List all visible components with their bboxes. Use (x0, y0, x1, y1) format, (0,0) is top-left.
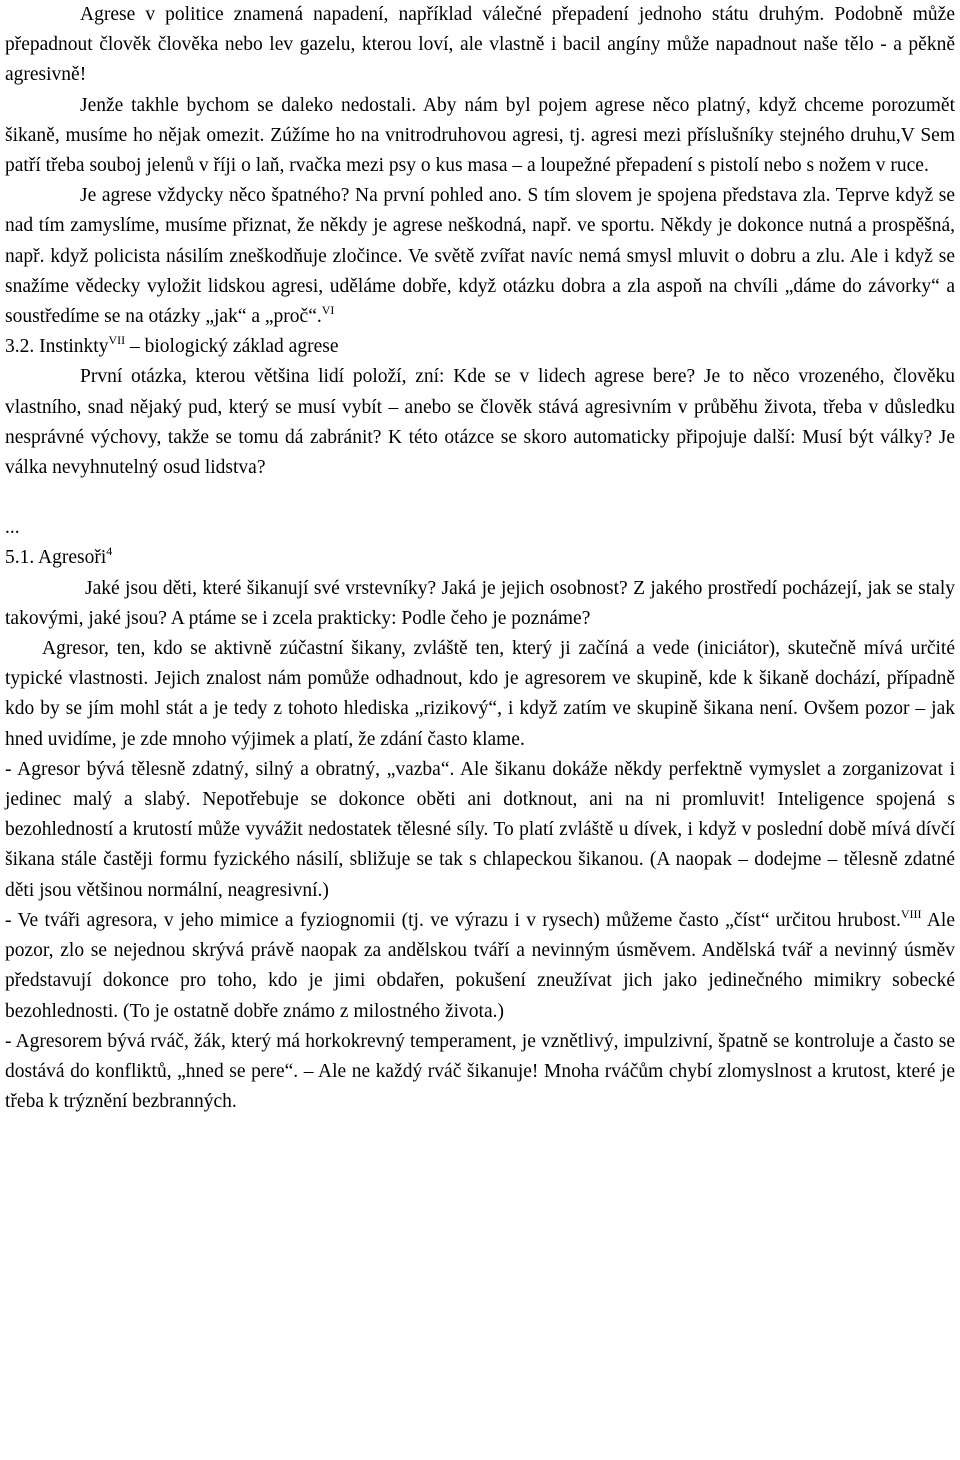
section-heading-5-1 (5, 543, 955, 573)
paragraph-text: - Agresor bývá tělesně zdatný, silný a obratný, „vazba“. Ale šikanu dokáže někdy perfektně vymyslet a zorganizovat i jedinec malý a slabý. Nepotřebuje se dokonce oběti ani dotknout, ani na ni promluvit! Inteligence spojená s bezohledností a krutostí může vyvážit nedostatek tělesné síly. To platí zvláště u dívek, i když v poslední době mívá dívčí šikana stále častěji formu fyzického násilí, sbližuje se tak s chlapeckou šikanou. (A naopak – dodejme – tělesně zdatné děti jsou většinou normální, neagresivní.) (5, 758, 955, 901)
paragraph-text: - Agresorem bývá rváč, žák, který má horkokrevný temperament, je vznětlivý, impulzivní, špatně se kontroluje a často se dostává do konfliktů, „hned se pere“. – Ale ne každý rváč šikanuje! Mnoha rváčům chybí zlomyslnost a krutost, které je třeba k trýznění bezbranných. (5, 1030, 955, 1113)
paragraph-agresor (5, 634, 955, 755)
heading-text: 3.2. Instinkty (5, 336, 109, 358)
paragraph-text: Jenže takhle bychom se daleko nedostali. Aby nám byl pojem agrese něco platný, když chceme porozumět šikaně, musíme ho nějak omezit. Zúžíme ho na vnitrodruhovou agresi, tj. agresi mezi příslušníky stejného druhu,V Sem patří třeba souboj jelenů v říji o laň, rvačka mezi psy o kus masa – a loupežné přepadení s pistolí nebo s nožem v ruce. (5, 94, 955, 177)
ellipsis: ... (5, 517, 20, 539)
footnote-ref: VIII (900, 906, 922, 921)
paragraph-text: Agrese v politice znamená napadení, například válečné přepadení jednoho státu druhým. Podobně může přepadnout člověk člověka nebo lev gazelu, kterou loví, ale vlastně i bacil angíny může napadnout naše tělo - a pěkně agresivně! (5, 4, 955, 86)
footnote-ref: VI (321, 303, 335, 318)
blank-line (5, 483, 955, 513)
footnote-ref: 4 (106, 544, 113, 559)
footnote-ref: VII (108, 333, 126, 348)
heading-text: 5.1. Agresoři (5, 547, 107, 569)
paragraph-text: - Ve tváři agresora, v jeho mimice a fyziognomii (tj. ve výrazu i v rysech) můžeme často „číst“ určitou hrubost. (5, 909, 901, 931)
paragraph-instinkty (5, 362, 955, 483)
paragraph-text: Ale pozor, zlo se nejednou skrývá právě naopak za andělskou tváří a nevinným úsměvem. Andělská tvář a nevinný úsměv představují dokonce pro toho, kdo je jimi obdařen, pokušení zneužívat jich jako jedinečného mimikry sobecké bezohlednosti. (To je ostatně dobře známo z milostného života.) (5, 909, 955, 1022)
paragraph-text: Agresor, ten, kdo se aktivně zúčastní šikany, zvláště ten, který ji začíná a vede (iniciátor), skutečně mívá určité typické vlastnosti. Jejich znalost nám pomůže odhadnout, kdo je agresorem ve skupině, kde k šikaně dochází, případně kdo by se jím mohl stát a je tedy z tohoto hlediska „rizikový“, i když zatím ve skupině šikana není. Ovšem pozor – jak hned uvidíme, je zde mnoho výjimek a platí, že zdání často klame. (5, 638, 955, 750)
heading-text: – biologický základ agrese (125, 336, 339, 358)
section-heading-3-2 (5, 332, 955, 362)
paragraph-text: První otázka, kterou většina lidí položí, zní: Kde se v lidech agrese bere? Je to něco vrozeného, člověku vlastního, snad nějaký pud, který se musí vybít – anebo se člověk stává agresivním v průběhu života, třeba v důsledku nesprávné výchovy, takže se tomu dá zabránit? K této otázce se skoro automaticky připojuje další: Musí být války? Je válka nevyhnutelný osud lidstva? (5, 366, 955, 479)
paragraph-text: Jaké jsou děti, které šikanují své vrstevníky? Jaká je jejich osobnost? Z jakého prostředí pocházejí, jak se staly takovými, jaké jsou? A ptáme se i zcela prakticky: Podle čeho je poznáme? (5, 577, 955, 629)
paragraph-text: Je agrese vždycky něco špatného? Na první pohled ano. S tím slovem je spojena představa zla. Teprve když se nad tím zamyslíme, musíme přiznat, že někdy je agrese neškodná, např. ve sportu. Někdy je dokonce nutná a prospěšná, např. když policista násilím zneškodňuje zločince. Ve světě zvířat navíc nemá smysl mluvit o dobru a zlu. Ale i když se snažíme vědecky vyložit lidskou agresi, uděláme dobře, když otázku dobra a zla aspoň na chvíli „dáme do závorky“ a soustředíme se na otázky „jak“ a „proč“. (5, 185, 955, 328)
document-page (5, 0, 955, 1117)
paragraph-jake-jsou-deti (5, 574, 955, 634)
paragraph-agresor-zdatny (5, 755, 955, 906)
paragraph-agrese-definice (5, 0, 955, 91)
paragraph-vnitrodruhova-agrese (5, 91, 955, 182)
paragraph-tvar-agresora (5, 906, 955, 1027)
paragraph-agrese-spatna (5, 181, 955, 332)
paragraph-rvac (5, 1027, 955, 1118)
